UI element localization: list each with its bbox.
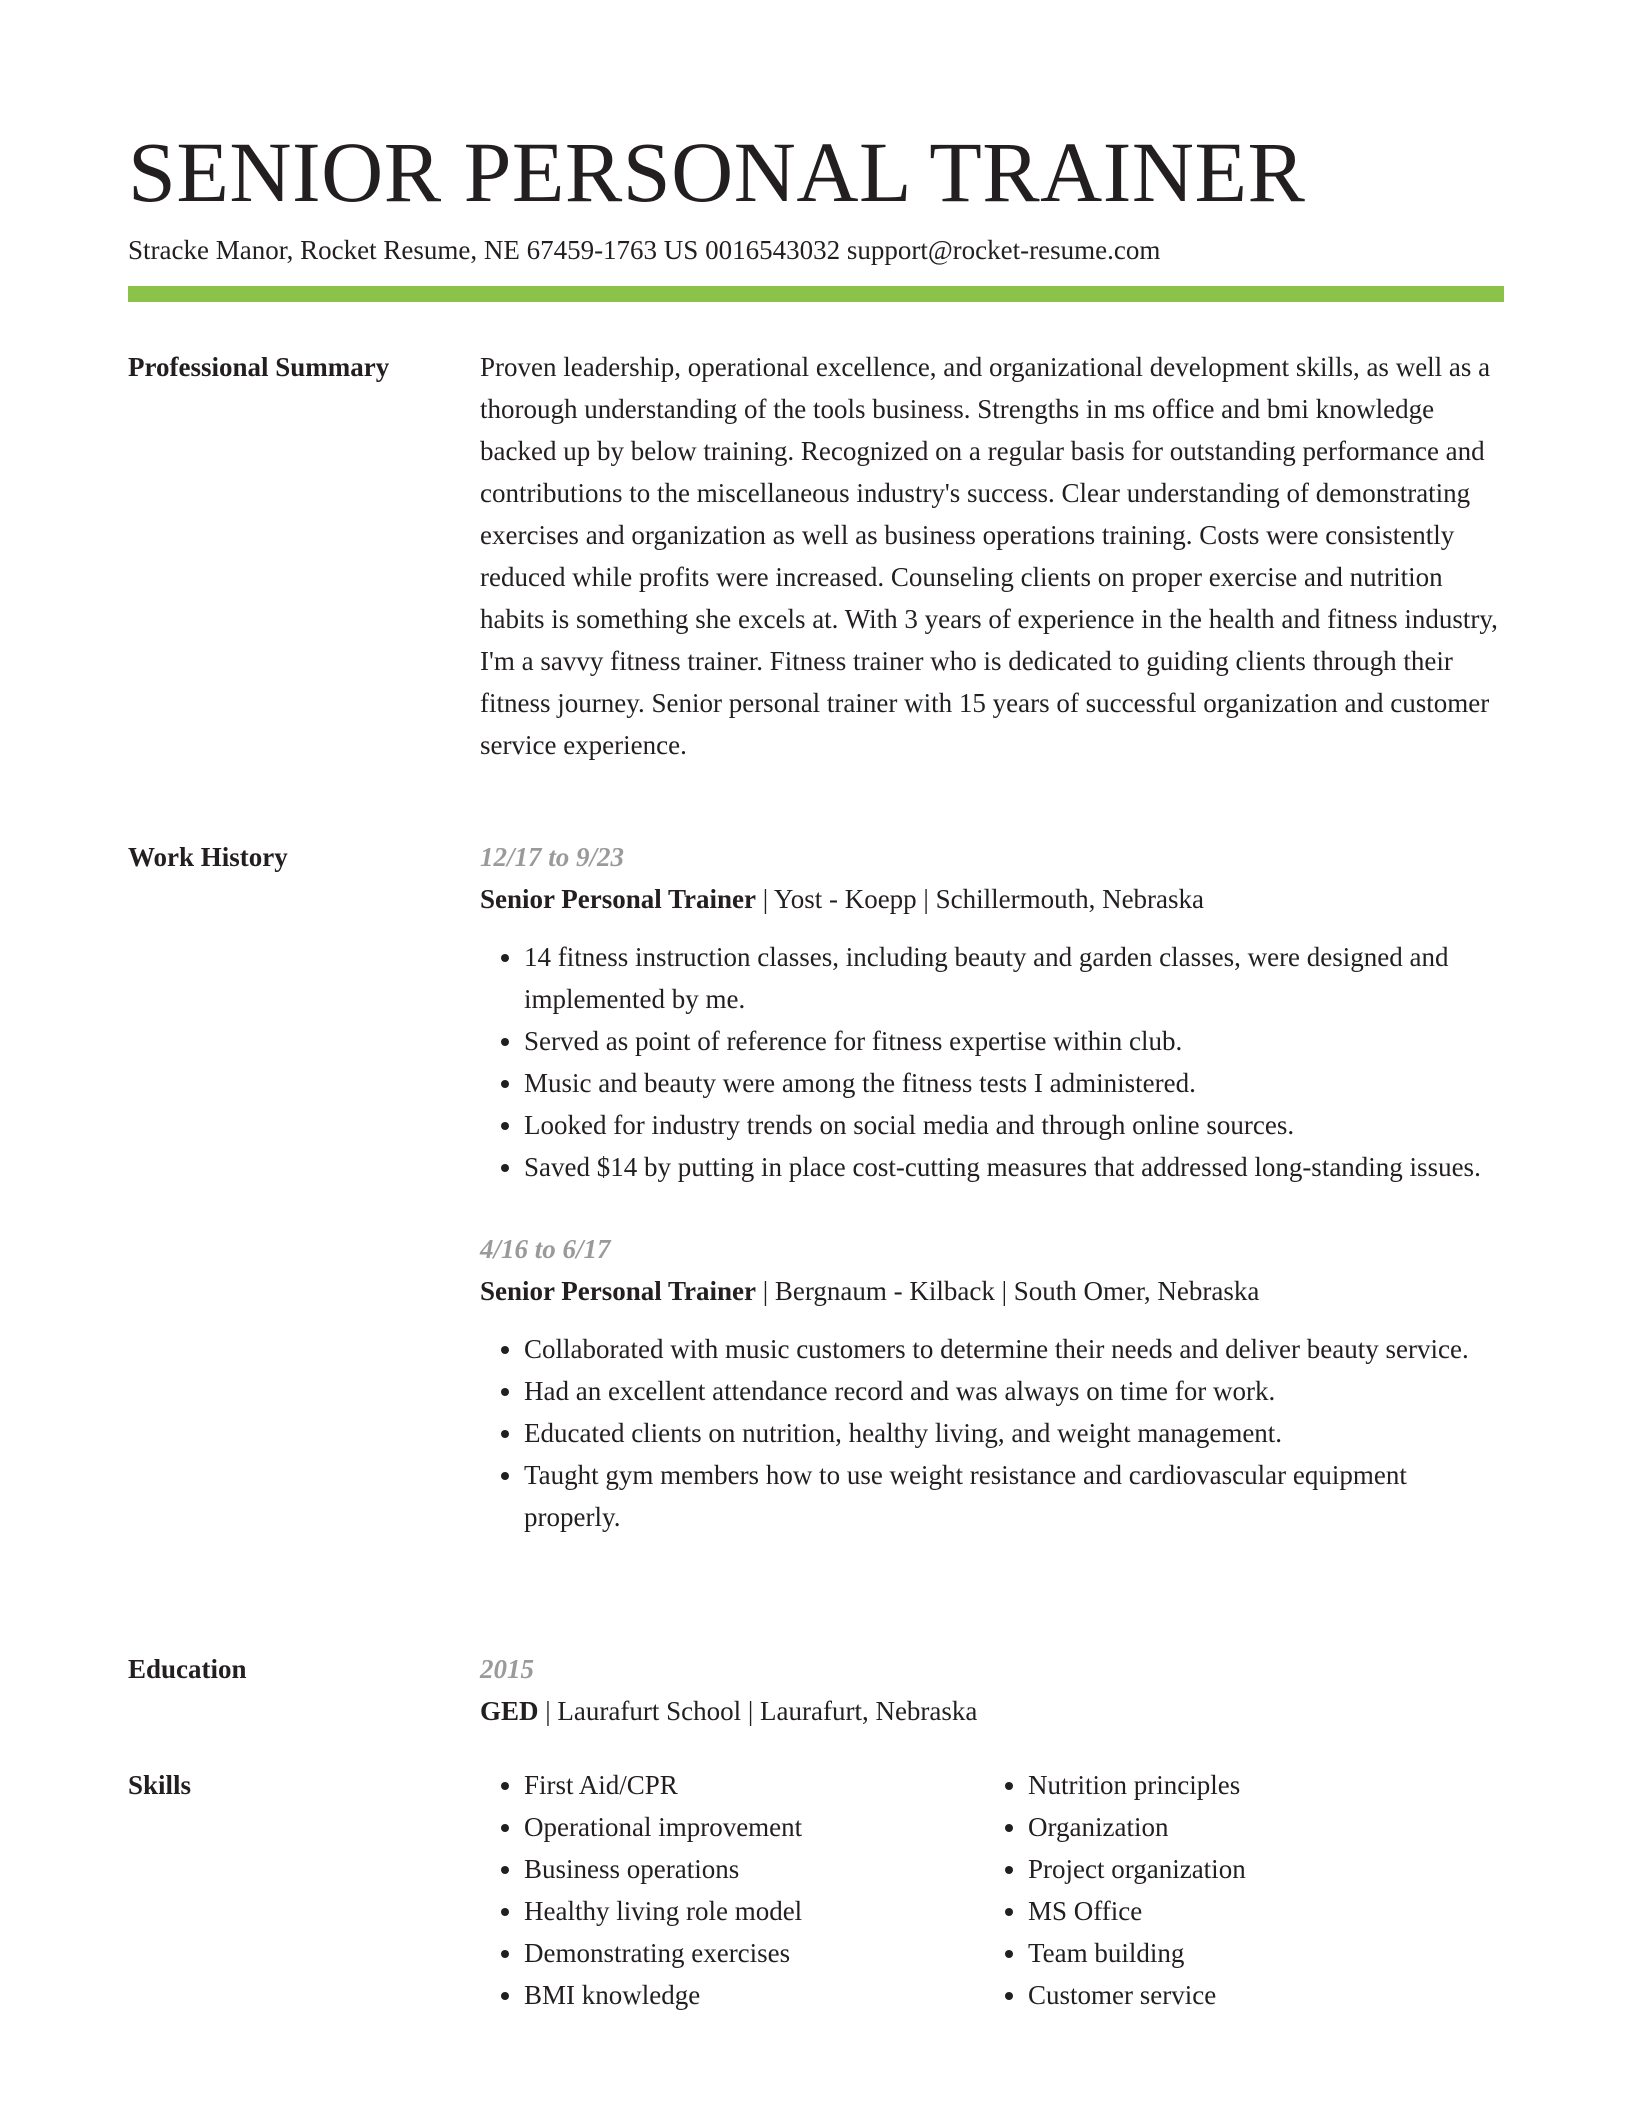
education-details: | Laurafurt School | Laurafurt, Nebraska [538, 1696, 978, 1726]
job-header [480, 1270, 1504, 1312]
list-item: • BMI knowledge [524, 1974, 984, 2016]
job-dates: 12/17 to 9/23 [480, 842, 625, 872]
education-year: 2015 [480, 1654, 534, 1684]
education-degree: GED [480, 1696, 539, 1726]
list-item: • Served as point of reference for fitness expertise within club. [524, 1020, 1504, 1062]
list-item: • Taught gym members how to use weight resistance and cardiovascular equipment properly. [524, 1454, 1504, 1538]
summary-text: Proven leadership, operational excellence, and organizational development skills, as well as a thorough understanding of the tools business. Strengths in ms office and bmi knowledge backed up by below training. Recognized on a regular basis for outstanding performance and contributions to the miscellaneous industry's success. Clear understanding of demonstrating exercises and organization as well as business operations training. Costs were consistently reduced while profits were increased. Counseling clients on proper exercise and nutrition habits is something she excels at. With 3 years of experience in the health and fitness industry, I'm a savvy fitness trainer. Fitness trainer who is dedicated to guiding clients through their fitness journey. Senior personal trainer with 15 years of successful organization and customer service experience. [480, 352, 1498, 760]
job-details: | Yost - Koepp | Schillermouth, Nebraska [756, 884, 1205, 914]
work-history-heading: Work History [128, 842, 288, 872]
list-item: • Educated clients on nutrition, healthy living, and weight management. [524, 1412, 1504, 1454]
list-item: • Operational improvement [524, 1806, 984, 1848]
list-item: • 14 fitness instruction classes, including beauty and garden classes, were designed and implemented by me. [524, 936, 1504, 1020]
list-item: • Collaborated with music customers to determine their needs and deliver beauty service. [524, 1328, 1504, 1370]
job-bullets [480, 1328, 1504, 1538]
summary-body [480, 346, 1504, 766]
summary-heading: Professional Summary [128, 352, 390, 382]
work-history-body [480, 836, 1504, 1578]
list-item: • Demonstrating exercises [524, 1932, 984, 1974]
list-item: • Business operations [524, 1848, 984, 1890]
contact-line: Stracke Manor, Rocket Resume, NE 67459-1763 US 0016543032 support@rocket-resume.com [128, 235, 1161, 265]
list-item: • Music and beauty were among the fitness tests I administered. [524, 1062, 1504, 1104]
education-heading: Education [128, 1654, 247, 1684]
education-line [480, 1690, 1504, 1732]
list-item: • Healthy living role model [524, 1890, 984, 1932]
list-item: • Project organization [1028, 1848, 1488, 1890]
skills-right-list [984, 1764, 1488, 2016]
skills-left-list [480, 1764, 984, 2016]
job-bullets [480, 936, 1504, 1188]
job-title: Senior Personal Trainer [480, 884, 756, 914]
job-details: | Bergnaum - Kilback | South Omer, Nebraska [756, 1276, 1260, 1306]
list-item: • Customer service [1028, 1974, 1488, 2016]
skills-body [480, 1764, 1504, 2016]
skills-heading: Skills [128, 1770, 192, 1800]
job-entry [480, 1228, 1504, 1538]
list-item: • MS Office [1028, 1890, 1488, 1932]
resume-name: SENIOR PERSONAL TRAINER [128, 124, 1306, 220]
list-item: • Looked for industry trends on social media and through online sources. [524, 1104, 1504, 1146]
list-item: • Nutrition principles [1028, 1764, 1488, 1806]
education-body [480, 1648, 1504, 1732]
job-header [480, 878, 1504, 920]
header-divider [128, 286, 1504, 302]
job-dates: 4/16 to 6/17 [480, 1234, 611, 1264]
skills-columns [480, 1764, 1504, 2016]
job-title: Senior Personal Trainer [480, 1276, 756, 1306]
list-item: • Organization [1028, 1806, 1488, 1848]
list-item: • Saved $14 by putting in place cost-cutting measures that addressed long-standing issues. [524, 1146, 1504, 1188]
job-entry [480, 836, 1504, 1188]
list-item: • First Aid/CPR [524, 1764, 984, 1806]
list-item: • Team building [1028, 1932, 1488, 1974]
list-item: • Had an excellent attendance record and was always on time for work. [524, 1370, 1504, 1412]
